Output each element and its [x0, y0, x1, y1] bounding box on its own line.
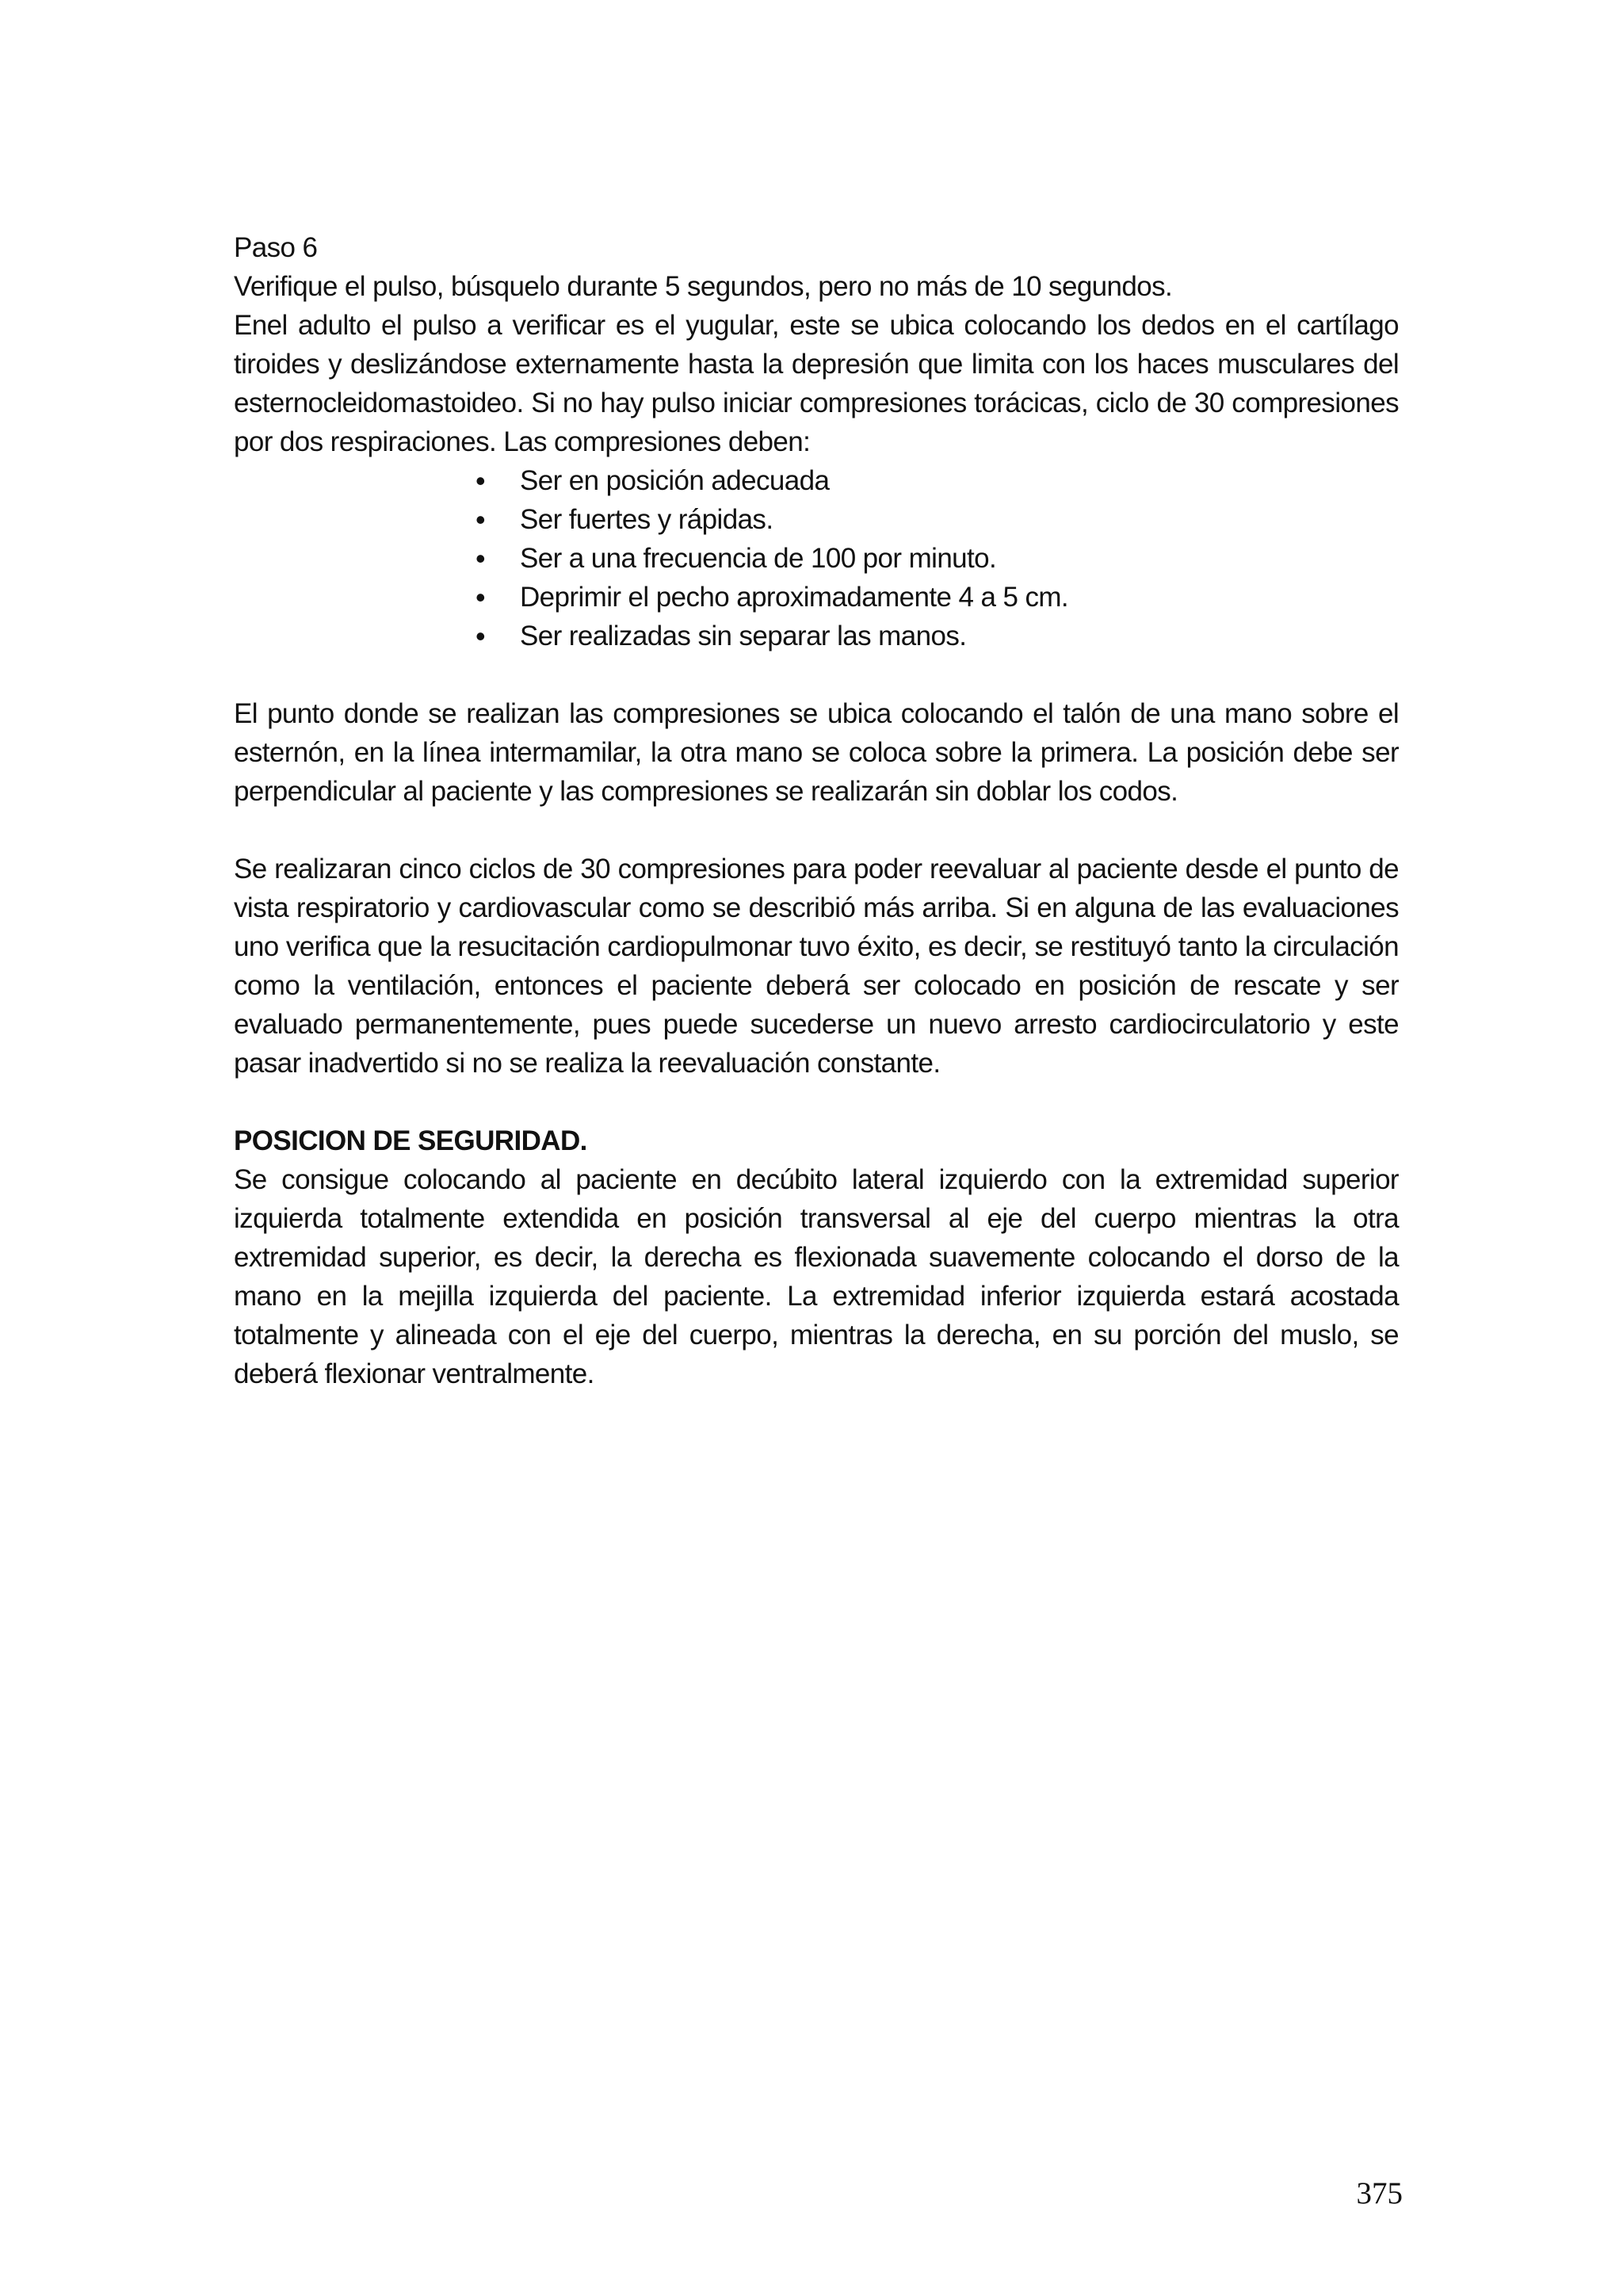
list-item [475, 617, 1399, 655]
pulse-paragraph: Enel adulto el pulso a verificar es el yugular, este se ubica colocando los dedos en el cartílago tiroides y deslizándose externamente hasta la depresión que limita con los haces musculares del esternocleidomastoideo. Si no hay pulso iniciar compresiones torácicas, ciclo de 30 compresiones por dos respiraciones. Las compresiones deben: [234, 310, 1399, 457]
safety-heading: POSICION DE SEGURIDAD. [234, 1125, 587, 1156]
page-number: 375 [1356, 2176, 1403, 2210]
list-item-text: Ser fuertes y rápidas. [520, 504, 773, 535]
paragraph-spacer [234, 655, 1399, 694]
document-body [234, 228, 1399, 1393]
intro-line: Verifique el pulso, búsquelo durante 5 segundos, pero no más de 10 segundos. [234, 271, 1173, 302]
compression-rules-list [234, 461, 1399, 655]
safety-paragraph: Se consigue colocando al paciente en decúbito lateral izquierdo con la extremidad superior izquierda totalmente extendida en posición transversal al eje del cuerpo mientras la otra extremidad superior, es decir, la derecha es flexionada suavemente colocando el dorso de la mano en la mejilla izquierda del paciente. La extremidad inferior izquierda estará acostada totalmente y alineada con el eje del cuerpo, mientras la derecha, en su porción del muslo, se deberá flexionar ventralmente. [234, 1164, 1399, 1389]
paragraph-spacer [234, 1083, 1399, 1121]
bullet-icon: • [475, 503, 486, 536]
list-item-text: Deprimir el pecho aproximadamente 4 a 5 cm. [520, 582, 1069, 613]
compression-point-paragraph: El punto donde se realizan las compresiones se ubica colocando el talón de una mano sobre el esternón, en la línea intermamilar, la otra mano se coloca sobre la primera. La posición debe ser perpendicular al paciente y las compresiones se realizarán sin doblar los codos. [234, 698, 1399, 807]
bullet-icon: • [475, 620, 486, 652]
list-item [475, 461, 1399, 500]
list-item [475, 539, 1399, 578]
paragraph-spacer [234, 811, 1399, 850]
list-item-text: Ser realizadas sin separar las manos. [520, 621, 967, 651]
bullet-icon: • [475, 542, 486, 575]
step-label: Paso 6 [234, 232, 318, 263]
bullet-icon: • [475, 464, 486, 497]
list-item [475, 500, 1399, 539]
list-item-text: Ser en posición adecuada [520, 465, 830, 496]
list-item [475, 578, 1399, 617]
list-item-text: Ser a una frecuencia de 100 por minuto. [520, 543, 997, 574]
bullet-icon: • [475, 581, 486, 613]
cycles-paragraph: Se realizaran cinco ciclos de 30 compresiones para poder reevaluar al paciente desde el punto de vista respiratorio y cardiovascular como se describió más arriba. Si en alguna de las evaluaciones uno verifica que la resucitación cardiopulmonar tuvo éxito, es decir, se restituyó tanto la circulación como la ventilación, entonces el paciente deberá ser colocado en posición de rescate y ser evaluado permanentemente, pues puede sucederse un nuevo arresto cardiocirculatorio y este pasar inadvertido si no se realiza la reevaluación constante. [234, 854, 1399, 1079]
